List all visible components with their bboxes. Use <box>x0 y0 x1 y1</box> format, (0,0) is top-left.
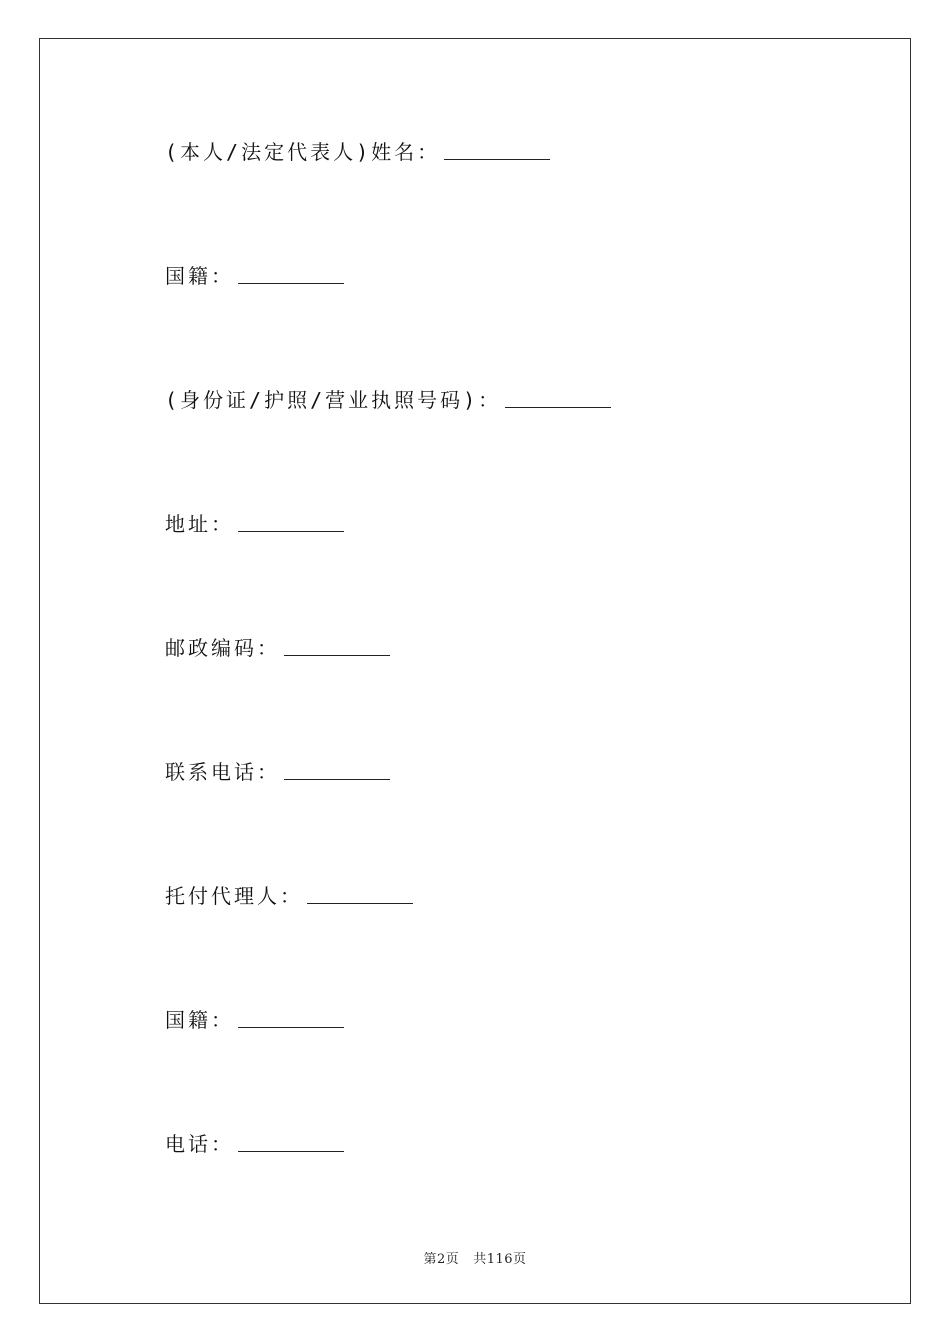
field-id-number <box>165 386 611 414</box>
field-address-label: 地址： <box>165 512 234 536</box>
field-nationality-blank[interactable] <box>238 283 344 284</box>
field-name-blank[interactable] <box>444 159 550 160</box>
current-page-indicator: 第2页 <box>423 1252 460 1267</box>
field-name <box>165 138 550 166</box>
page-frame <box>39 38 911 1304</box>
field-agent-phone <box>165 1130 344 1158</box>
field-agent-blank[interactable] <box>307 903 413 904</box>
field-id-number-blank[interactable] <box>505 407 611 408</box>
field-contact-phone <box>165 758 390 786</box>
field-agent-phone-label: 电话： <box>165 1132 234 1156</box>
field-agent-nationality-blank[interactable] <box>238 1027 344 1028</box>
field-address <box>165 510 344 538</box>
field-contact-phone-blank[interactable] <box>284 779 390 780</box>
total-pages-indicator: 共116页 <box>473 1252 527 1267</box>
field-name-label: (本人/法定代表人)姓名： <box>165 140 441 164</box>
field-agent <box>165 882 413 910</box>
field-agent-phone-blank[interactable] <box>238 1151 344 1152</box>
field-id-number-label: (身份证/护照/营业执照号码)： <box>165 388 502 412</box>
field-contact-phone-label: 联系电话： <box>165 760 280 784</box>
field-agent-nationality-label: 国籍： <box>165 1008 234 1032</box>
field-postal-code <box>165 634 390 662</box>
field-postal-code-label: 邮政编码： <box>165 636 280 660</box>
field-nationality-label: 国籍： <box>165 264 234 288</box>
field-agent-nationality <box>165 1006 344 1034</box>
page-footer <box>0 1248 950 1267</box>
field-postal-code-blank[interactable] <box>284 655 390 656</box>
field-nationality <box>165 262 344 290</box>
field-address-blank[interactable] <box>238 531 344 532</box>
field-agent-label: 托付代理人： <box>165 884 303 908</box>
